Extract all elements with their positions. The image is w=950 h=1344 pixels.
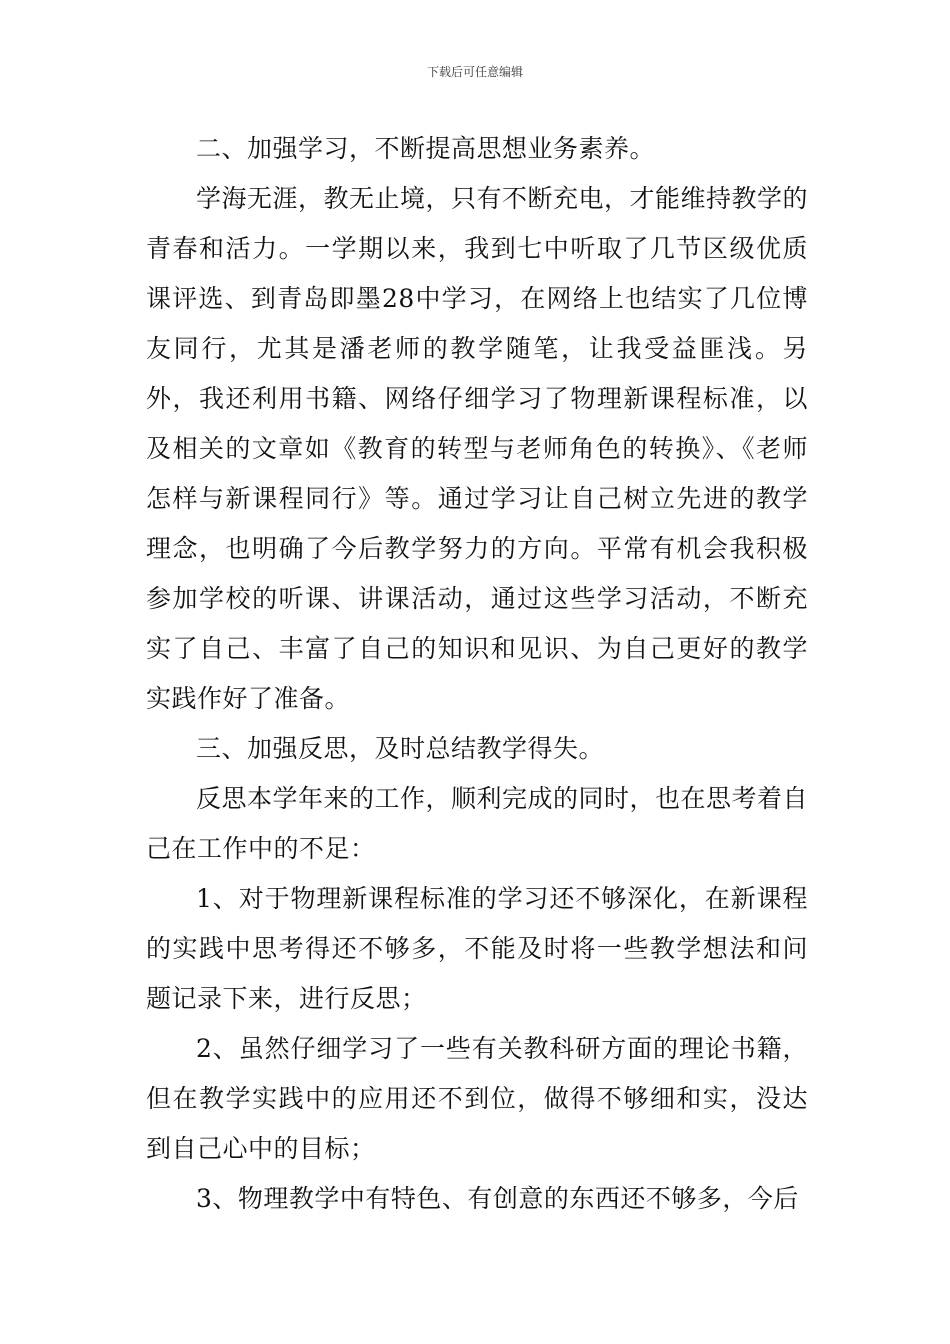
list-item-shortcoming-2: 2、虽然仔细学习了一些有关教科研方面的理论书籍，但在教学实践中的应用还不到位，做得不够细和实，没达到自己心中的目标； [146, 1034, 808, 1163]
page-header-note: 下载后可任意编辑 [426, 65, 523, 79]
paragraph-reflection-intro: 反思本学年来的工作，顺利完成的同时，也在思考着自己在工作中的不足： [146, 784, 809, 863]
document-body [146, 124, 808, 1224]
paragraph-learning-details: 学海无涯，教无止境，只有不断充电，才能维持教学的青春和活力。一学期以来，我到七中听取了几节区级优质课评选、到青岛即墨28中学习，在网络上也结实了几位博友同行，尤其是潘老师的教学随笔，让我受益匪浅。另外，我还利用书籍、网络仔细学习了物理新课程标准，以及相关的文章如《教育的转型与老师角色的转换》、《老师怎样与新课程同行》等。通过学习让自己树立先进的教学理念，也明确了今后教学努力的方向。平常有机会我积极参加学校的听课、讲课活动，通过这些学习活动，不断充实了自己、丰富了自己的知识和见识、为自己更好的教学实践作好了准备。 [146, 184, 809, 713]
list-item-shortcoming-1: 1、对于物理新课程标准的学习还不够深化，在新课程的实践中思考得还不够多，不能及时将一些教学想法和问题记录下来，进行反思； [146, 884, 808, 1013]
section-heading-reflection: 三、加强反思，及时总结教学得失。 [196, 734, 605, 763]
section-heading-learning: 二、加强学习，不断提高思想业务素养。 [196, 134, 656, 163]
list-item-shortcoming-3: 3、物理教学中有特色、有创意的东西还不够多，今后 [196, 1184, 799, 1213]
